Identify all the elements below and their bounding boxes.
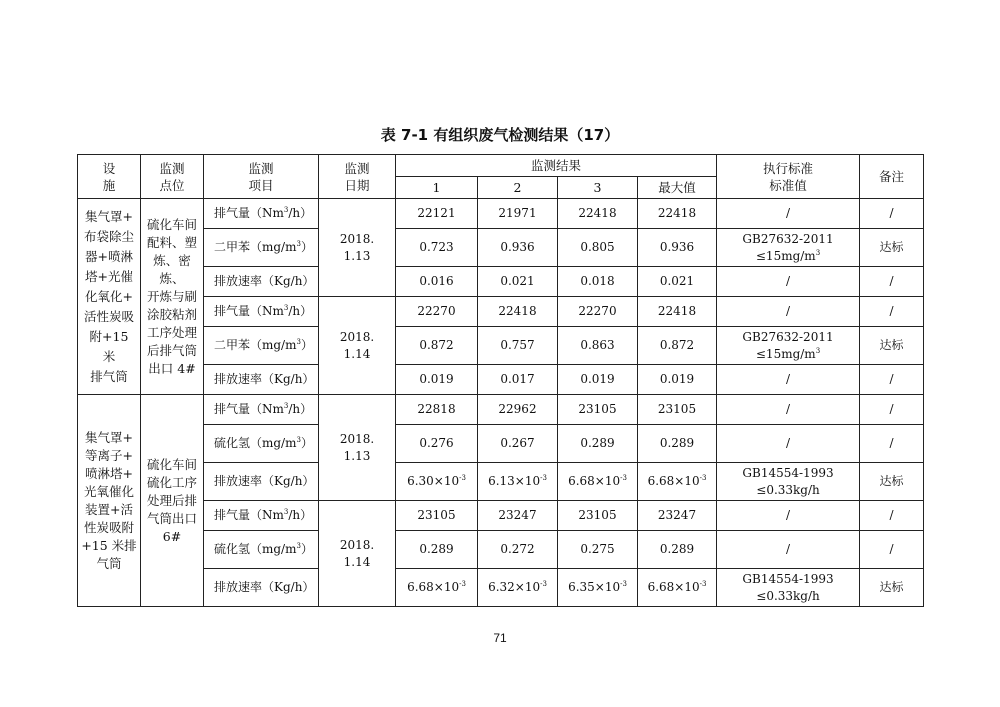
standard-cell	[717, 395, 860, 425]
table-row	[78, 365, 924, 395]
value-2-cell	[478, 395, 558, 425]
value-1-cell	[396, 297, 478, 327]
table-row	[78, 463, 924, 501]
value-max: 0.872	[659, 338, 695, 352]
value-max: 23247	[657, 508, 697, 522]
item-cell	[204, 229, 319, 267]
value-1-cell	[396, 531, 478, 569]
value-3: 6.68×10	[568, 474, 621, 488]
note-cell: /	[860, 365, 924, 395]
value-3-cell	[558, 531, 638, 569]
value-3: 0.018	[580, 274, 615, 288]
table-row	[78, 569, 924, 607]
value-3: 23105	[578, 508, 617, 522]
standard-limit-text: ≤0.33kg/h	[756, 588, 820, 603]
standard-cell	[717, 199, 860, 229]
item-cell	[204, 531, 319, 569]
value-1: 23105	[417, 508, 456, 522]
standard-cell	[717, 569, 860, 607]
value-2: 0.267	[500, 436, 535, 450]
facility-cell: 集气罩+ 等离子+ 喷淋塔+ 光氧催化 装置+活 性炭吸附 +15 米排 气筒	[78, 395, 141, 607]
value-1-cell	[396, 569, 478, 607]
standard-limit-text: ≤0.33kg/h	[756, 482, 820, 497]
value-2-cell	[478, 425, 558, 463]
standard-code: /	[785, 304, 791, 318]
value-1-cell	[396, 501, 478, 531]
note-cell: /	[860, 267, 924, 297]
value-3-exp: -3	[620, 580, 627, 588]
value-1-cell	[396, 463, 478, 501]
value-1: 22818	[417, 402, 456, 416]
value-1: 0.872	[419, 338, 454, 352]
standard-code: GB14554-1993	[742, 571, 834, 586]
standard-limit	[719, 346, 857, 363]
item-tail: ）	[300, 240, 313, 254]
header-standard: 执行标准 标准值	[717, 155, 860, 199]
value-2-cell	[478, 199, 558, 229]
standard-limit	[719, 248, 857, 265]
page-title: 表 7-1 有组织废气检测结果（17）	[380, 126, 620, 144]
value-2-cell	[478, 267, 558, 297]
table-row	[78, 327, 924, 365]
item-sup: 3	[296, 240, 301, 248]
value-1-cell	[396, 229, 478, 267]
value-2-cell	[478, 501, 558, 531]
item-cell	[204, 463, 319, 501]
value-max-cell	[638, 569, 717, 607]
item-label: 排气量（Nm	[214, 206, 284, 220]
value-1-cell	[396, 365, 478, 395]
item-cell	[204, 297, 319, 327]
value-2: 21971	[498, 206, 537, 220]
value-3: 0.019	[580, 372, 615, 386]
header-item: 监测 项目	[204, 155, 319, 199]
item-label: 二甲苯（mg/m	[214, 240, 297, 254]
value-3: 6.35×10	[568, 580, 621, 594]
standard-limit-sup: 3	[815, 248, 821, 257]
value-3: 22270	[578, 304, 617, 318]
value-3: 22418	[578, 206, 617, 220]
item-tail: /h）	[288, 304, 313, 318]
value-2: 0.272	[500, 542, 535, 556]
value-1: 0.276	[419, 436, 454, 450]
value-3-cell	[558, 501, 638, 531]
item-label: 二甲苯（mg/m	[214, 338, 297, 352]
value-max-cell	[638, 463, 717, 501]
standard-cell	[717, 229, 860, 267]
value-max-cell	[638, 199, 717, 229]
value-1: 0.723	[419, 240, 454, 254]
item-cell	[204, 267, 319, 297]
standard-code: /	[785, 372, 791, 386]
table-row	[78, 297, 924, 327]
item-sup: 3	[296, 436, 301, 444]
item-sup: 3	[283, 402, 289, 410]
item-tail: /h）	[288, 402, 313, 416]
note-cell: /	[860, 425, 924, 463]
value-2-cell	[478, 327, 558, 365]
value-3-cell	[558, 463, 638, 501]
value-max: 6.68×10	[647, 580, 700, 594]
item-cell	[204, 365, 319, 395]
value-2: 23247	[498, 508, 537, 522]
value-max-cell	[638, 327, 717, 365]
standard-cell	[717, 501, 860, 531]
item-label: 排放速率（Kg/h）	[214, 274, 315, 288]
standard-cell	[717, 531, 860, 569]
value-max-cell	[638, 365, 717, 395]
location-cell: 硫化车间 硫化工序 处理后排 气筒出口 6#	[141, 395, 204, 607]
table-row	[78, 267, 924, 297]
standard-cell	[717, 425, 860, 463]
value-3: 0.805	[580, 240, 615, 254]
value-1-exp: -3	[459, 580, 466, 588]
item-label: 排气量（Nm	[214, 402, 284, 416]
value-2-cell	[478, 463, 558, 501]
value-2: 0.021	[500, 274, 535, 288]
item-sup: 3	[296, 542, 301, 550]
value-2: 0.936	[500, 240, 535, 254]
standard-limit	[719, 588, 857, 605]
standard-limit-sup: 3	[815, 346, 821, 355]
value-max: 22418	[657, 206, 697, 220]
value-max-cell	[638, 425, 717, 463]
item-sup: 3	[283, 206, 289, 214]
value-3-cell	[558, 365, 638, 395]
location-cell: 硫化车间 配料、塑 炼、密炼、 开炼与刷 涂胶粘剂 工序处理 后排气筒 出口 4#	[141, 199, 204, 395]
item-sup: 3	[296, 338, 301, 346]
value-2-exp: -3	[540, 580, 547, 588]
table-row	[78, 531, 924, 569]
item-label: 排气量（Nm	[214, 304, 284, 318]
value-2-cell	[478, 229, 558, 267]
value-3-cell	[558, 297, 638, 327]
value-1-exp: -3	[459, 474, 466, 482]
standard-cell	[717, 297, 860, 327]
standard-limit-text: ≤15mg/m	[755, 248, 816, 263]
header-col3: 3	[558, 177, 638, 199]
standard-code: /	[785, 402, 791, 416]
item-cell	[204, 395, 319, 425]
value-1: 0.019	[419, 372, 454, 386]
value-max-cell	[638, 501, 717, 531]
value-1-cell	[396, 425, 478, 463]
header-facility: 设 施	[78, 155, 141, 199]
standard-cell	[717, 365, 860, 395]
value-2-cell	[478, 531, 558, 569]
header-results: 监测结果	[396, 155, 717, 177]
standard-limit-text: ≤15mg/m	[755, 346, 816, 361]
value-max: 0.021	[659, 274, 695, 288]
note-cell: 达标	[860, 327, 924, 365]
value-1-cell	[396, 395, 478, 425]
item-tail: ）	[300, 338, 313, 352]
date-cell: 2018. 1.14	[319, 501, 396, 607]
value-3: 0.275	[580, 542, 615, 556]
header-date: 监测 日期	[319, 155, 396, 199]
value-max-cell	[638, 395, 717, 425]
table-row	[78, 501, 924, 531]
table-row	[78, 395, 924, 425]
value-max: 6.68×10	[647, 474, 700, 488]
value-1: 0.289	[419, 542, 454, 556]
standard-code: GB27632-2011	[742, 329, 834, 344]
value-1: 22121	[417, 206, 456, 220]
value-2: 0.017	[500, 372, 535, 386]
value-1-cell	[396, 267, 478, 297]
standard-cell	[717, 327, 860, 365]
item-label: 排气量（Nm	[214, 508, 284, 522]
item-label: 排放速率（Kg/h）	[214, 474, 315, 488]
item-cell	[204, 569, 319, 607]
value-2-cell	[478, 569, 558, 607]
header-location: 监测 点位	[141, 155, 204, 199]
value-max: 0.289	[659, 436, 695, 450]
standard-cell	[717, 463, 860, 501]
value-3-cell	[558, 229, 638, 267]
value-3-cell	[558, 395, 638, 425]
value-1: 6.30×10	[407, 474, 460, 488]
standard-code: /	[785, 206, 791, 220]
standard-code: /	[785, 274, 791, 288]
value-1: 0.016	[419, 274, 454, 288]
value-max: 23105	[657, 402, 697, 416]
note-cell: /	[860, 531, 924, 569]
value-3-cell	[558, 199, 638, 229]
value-max-cell	[638, 531, 717, 569]
item-cell	[204, 425, 319, 463]
value-3-exp: -3	[620, 474, 627, 482]
item-label: 排放速率（Kg/h）	[214, 372, 315, 386]
value-3: 23105	[578, 402, 617, 416]
standard-code: /	[785, 542, 791, 556]
value-max: 22418	[657, 304, 697, 318]
note-cell: /	[860, 199, 924, 229]
standard-limit	[719, 482, 857, 499]
value-max-cell	[638, 297, 717, 327]
value-2: 0.757	[500, 338, 535, 352]
note-cell: /	[860, 297, 924, 327]
item-cell	[204, 199, 319, 229]
value-3-cell	[558, 425, 638, 463]
value-2-exp: -3	[540, 474, 547, 482]
value-max: 0.289	[659, 542, 695, 556]
value-max-cell	[638, 267, 717, 297]
note-cell: 达标	[860, 569, 924, 607]
item-cell	[204, 501, 319, 531]
item-label: 硫化氢（mg/m	[214, 542, 297, 556]
note-cell: 达标	[860, 463, 924, 501]
value-max-exp: -3	[699, 474, 707, 482]
value-2-cell	[478, 297, 558, 327]
value-2: 6.13×10	[488, 474, 541, 488]
value-2: 22962	[498, 402, 537, 416]
header-col2: 2	[478, 177, 558, 199]
item-tail: ）	[300, 542, 313, 556]
standard-code: /	[785, 508, 791, 522]
item-tail: ）	[300, 436, 313, 450]
standard-code: /	[785, 436, 791, 450]
value-2-cell	[478, 365, 558, 395]
table-row	[78, 425, 924, 463]
results-table	[77, 154, 924, 607]
header-max: 最大值	[638, 177, 717, 199]
item-label: 硫化氢（mg/m	[214, 436, 297, 450]
item-cell	[204, 327, 319, 365]
note-cell: /	[860, 395, 924, 425]
header-col1: 1	[396, 177, 478, 199]
value-1-cell	[396, 327, 478, 365]
value-2: 22418	[498, 304, 537, 318]
value-max-cell	[638, 229, 717, 267]
note-cell: /	[860, 501, 924, 531]
value-1: 6.68×10	[407, 580, 460, 594]
value-3-cell	[558, 569, 638, 607]
standard-cell	[717, 267, 860, 297]
date-cell: 2018. 1.14	[319, 297, 396, 395]
item-sup: 3	[283, 304, 289, 312]
date-cell: 2018. 1.13	[319, 395, 396, 501]
page-number: 71	[493, 631, 507, 645]
table-row	[78, 229, 924, 267]
item-sup: 3	[283, 508, 289, 516]
value-max-exp: -3	[699, 580, 707, 588]
standard-code: GB14554-1993	[742, 465, 834, 480]
date-cell: 2018. 1.13	[319, 199, 396, 297]
value-3: 0.289	[580, 436, 615, 450]
facility-cell: 集气罩+ 布袋除尘 器+喷淋 塔+光催 化氧化+ 活性炭吸 附+15 米 排气筒	[78, 199, 141, 395]
value-2: 6.32×10	[488, 580, 541, 594]
item-tail: /h）	[288, 206, 313, 220]
value-max: 0.019	[659, 372, 695, 386]
value-3: 0.863	[580, 338, 615, 352]
value-1-cell	[396, 199, 478, 229]
value-3-cell	[558, 327, 638, 365]
note-cell: 达标	[860, 229, 924, 267]
standard-code: GB27632-2011	[742, 231, 834, 246]
header-note: 备注	[860, 155, 924, 199]
item-label: 排放速率（Kg/h）	[214, 580, 315, 594]
item-tail: /h）	[288, 508, 313, 522]
table-row	[78, 199, 924, 229]
value-1: 22270	[417, 304, 456, 318]
value-3-cell	[558, 267, 638, 297]
value-max: 0.936	[659, 240, 695, 254]
